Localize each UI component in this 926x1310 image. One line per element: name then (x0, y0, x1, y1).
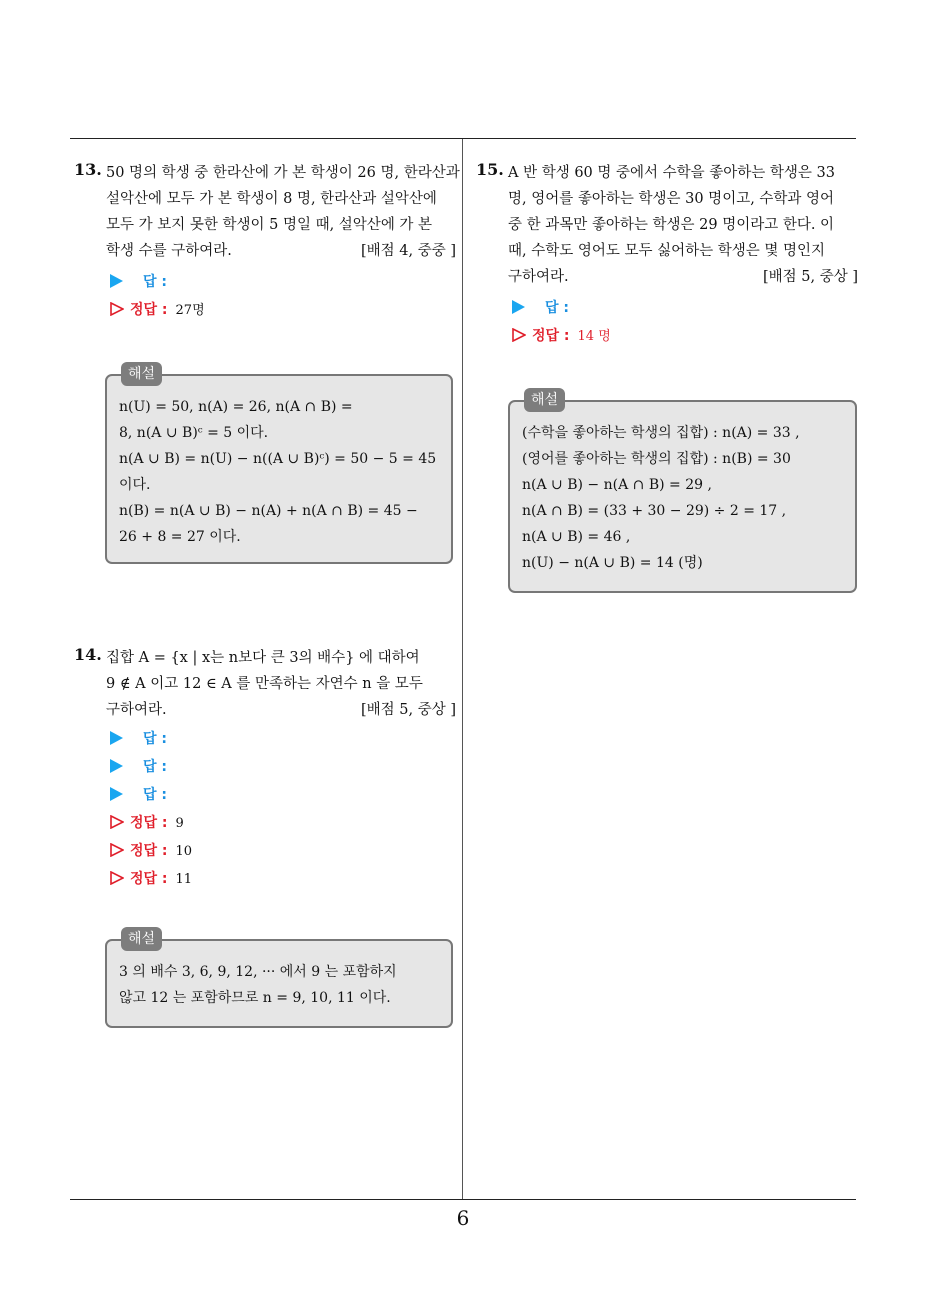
explanation-line: 8, n(A ∪ B)ᶜ = 5 이다. (119, 425, 269, 441)
play-arrow-icon (110, 274, 123, 288)
top-rule (70, 138, 856, 139)
correct-answer-label: 정답 : (130, 302, 168, 318)
outline-triangle-icon (110, 302, 124, 316)
explanation-line: 3 의 배수 3, 6, 9, 12, ··· 에서 9 는 포함하지 (119, 964, 397, 980)
stem-line: 구하여라. (508, 269, 569, 285)
stem-line: 50 명의 학생 중 한라산에 가 본 학생이 26 명, 한라산과 (106, 165, 460, 181)
explanation-line: n(U) = 50, n(A) = 26, n(A ∩ B) = (119, 399, 353, 415)
answer-area (110, 725, 456, 893)
answer-row[interactable] (110, 781, 456, 809)
correct-answer-label: 정답 : (130, 871, 168, 887)
correct-answer-row (512, 322, 858, 350)
answer-label: 답 : (545, 300, 569, 316)
stem-last-line (106, 238, 456, 264)
stem-line: 설악산에 모두 가 본 학생이 8 명, 한라산과 설악산에 (106, 191, 437, 207)
problem-number: 13. (74, 160, 102, 179)
answer-area (110, 268, 456, 324)
score-label: [배점 5, 중상 ] (360, 702, 456, 718)
correct-answer-label: 정답 : (532, 328, 570, 344)
play-arrow-icon (110, 759, 123, 773)
stem-last-line (508, 264, 858, 290)
problem-number: 15. (476, 160, 504, 179)
play-arrow-icon (512, 300, 525, 314)
explanation-line: n(A ∪ B) − n(A ∩ B) = 29 , (522, 477, 712, 493)
stem-line: A 반 학생 60 명 중에서 수학을 좋아하는 학생은 33 (508, 165, 835, 181)
explanation-line: n(A ∪ B) = 46 , (522, 529, 631, 545)
problem-13 (74, 160, 460, 324)
explanation-line: (영어를 좋아하는 학생의 집합) : n(B) = 30 (522, 451, 791, 467)
stem-line: 구하여라. (106, 702, 167, 718)
answer-row[interactable] (512, 294, 858, 322)
outline-triangle-icon (110, 871, 124, 885)
explanation-line: n(B) = n(A ∪ B) − n(A) + n(A ∩ B) = 45 − (119, 503, 418, 519)
stem-line: 때, 수학도 영어도 모두 싫어하는 학생은 몇 명인지 (508, 243, 826, 259)
stem-line: 집합 A = {x | x는 n보다 큰 3의 배수} 에 대하여 (106, 650, 420, 666)
column-divider (462, 139, 463, 1199)
explanation-line: n(A ∩ B) = (33 + 30 − 29) ÷ 2 = 17 , (522, 503, 787, 519)
problem-15 (476, 160, 858, 350)
answer-row[interactable] (110, 725, 456, 753)
problem-stem (106, 645, 456, 723)
explanation-line: n(U) − n(A ∪ B) = 14 (명) (522, 555, 703, 571)
stem-line: 중 한 과목만 좋아하는 학생은 29 명이라고 한다. 이 (508, 217, 835, 233)
answer-label: 답 : (143, 759, 167, 775)
score-label: [배점 5, 중상 ] (762, 269, 858, 285)
answer-area (512, 294, 858, 350)
answer-label: 답 : (143, 274, 167, 290)
answer-label: 답 : (143, 731, 167, 747)
explanation-tab: 해설 (524, 388, 565, 412)
explanation-line: 않고 12 는 포함하므로 n = 9, 10, 11 이다. (119, 990, 391, 1006)
correct-answer-value: 11 (175, 872, 193, 887)
play-arrow-icon (110, 731, 123, 745)
stem-line: 명, 영어를 좋아하는 학생은 30 명이고, 수학과 영어 (508, 191, 835, 207)
outline-triangle-icon (512, 328, 526, 342)
correct-answer-label: 정답 : (130, 843, 168, 859)
correct-answer-row (110, 865, 456, 893)
correct-answer-value: 10 (175, 844, 193, 859)
explanation-tab: 해설 (121, 927, 162, 951)
score-label: [배점 4, 중중 ] (360, 243, 456, 259)
answer-row[interactable] (110, 268, 456, 296)
outline-triangle-icon (110, 815, 124, 829)
explanation-line: 이다. (119, 477, 151, 493)
bottom-rule (70, 1199, 856, 1200)
outline-triangle-icon (110, 843, 124, 857)
correct-answer-value: 27명 (175, 303, 205, 318)
problem-stem (508, 160, 858, 290)
page-number: 6 (456, 1206, 470, 1230)
correct-answer-row (110, 837, 456, 865)
correct-answer-row (110, 296, 456, 324)
problem-stem (106, 160, 460, 264)
correct-answer-label: 정답 : (130, 815, 168, 831)
explanation-line: 26 + 8 = 27 이다. (119, 529, 241, 545)
answer-row[interactable] (110, 753, 456, 781)
explanation-box-13 (105, 366, 453, 564)
explanation-box-15 (508, 392, 857, 593)
problem-14 (74, 645, 456, 893)
answer-label: 답 : (143, 787, 167, 803)
stem-line: 학생 수를 구하여라. (106, 243, 232, 259)
play-arrow-icon (110, 787, 123, 801)
explanation-tab: 해설 (121, 362, 162, 386)
correct-answer-value: 14 명 (577, 329, 611, 344)
stem-line: 모두 가 보지 못한 학생이 5 명일 때, 설악산에 가 본 (106, 217, 433, 233)
correct-answer-row (110, 809, 456, 837)
correct-answer-value: 9 (175, 816, 184, 831)
explanation-line: (수학을 좋아하는 학생의 집합) : n(A) = 33 , (522, 425, 800, 441)
stem-last-line (106, 697, 456, 723)
explanation-line: n(A ∪ B) = n(U) − n((A ∪ B)ᶜ) = 50 − 5 = 45 (119, 451, 437, 467)
explanation-box-14 (105, 931, 453, 1028)
stem-line: 9 ∉ A 이고 12 ∈ A 를 만족하는 자연수 n 을 모두 (106, 676, 423, 692)
problem-number: 14. (74, 645, 102, 664)
